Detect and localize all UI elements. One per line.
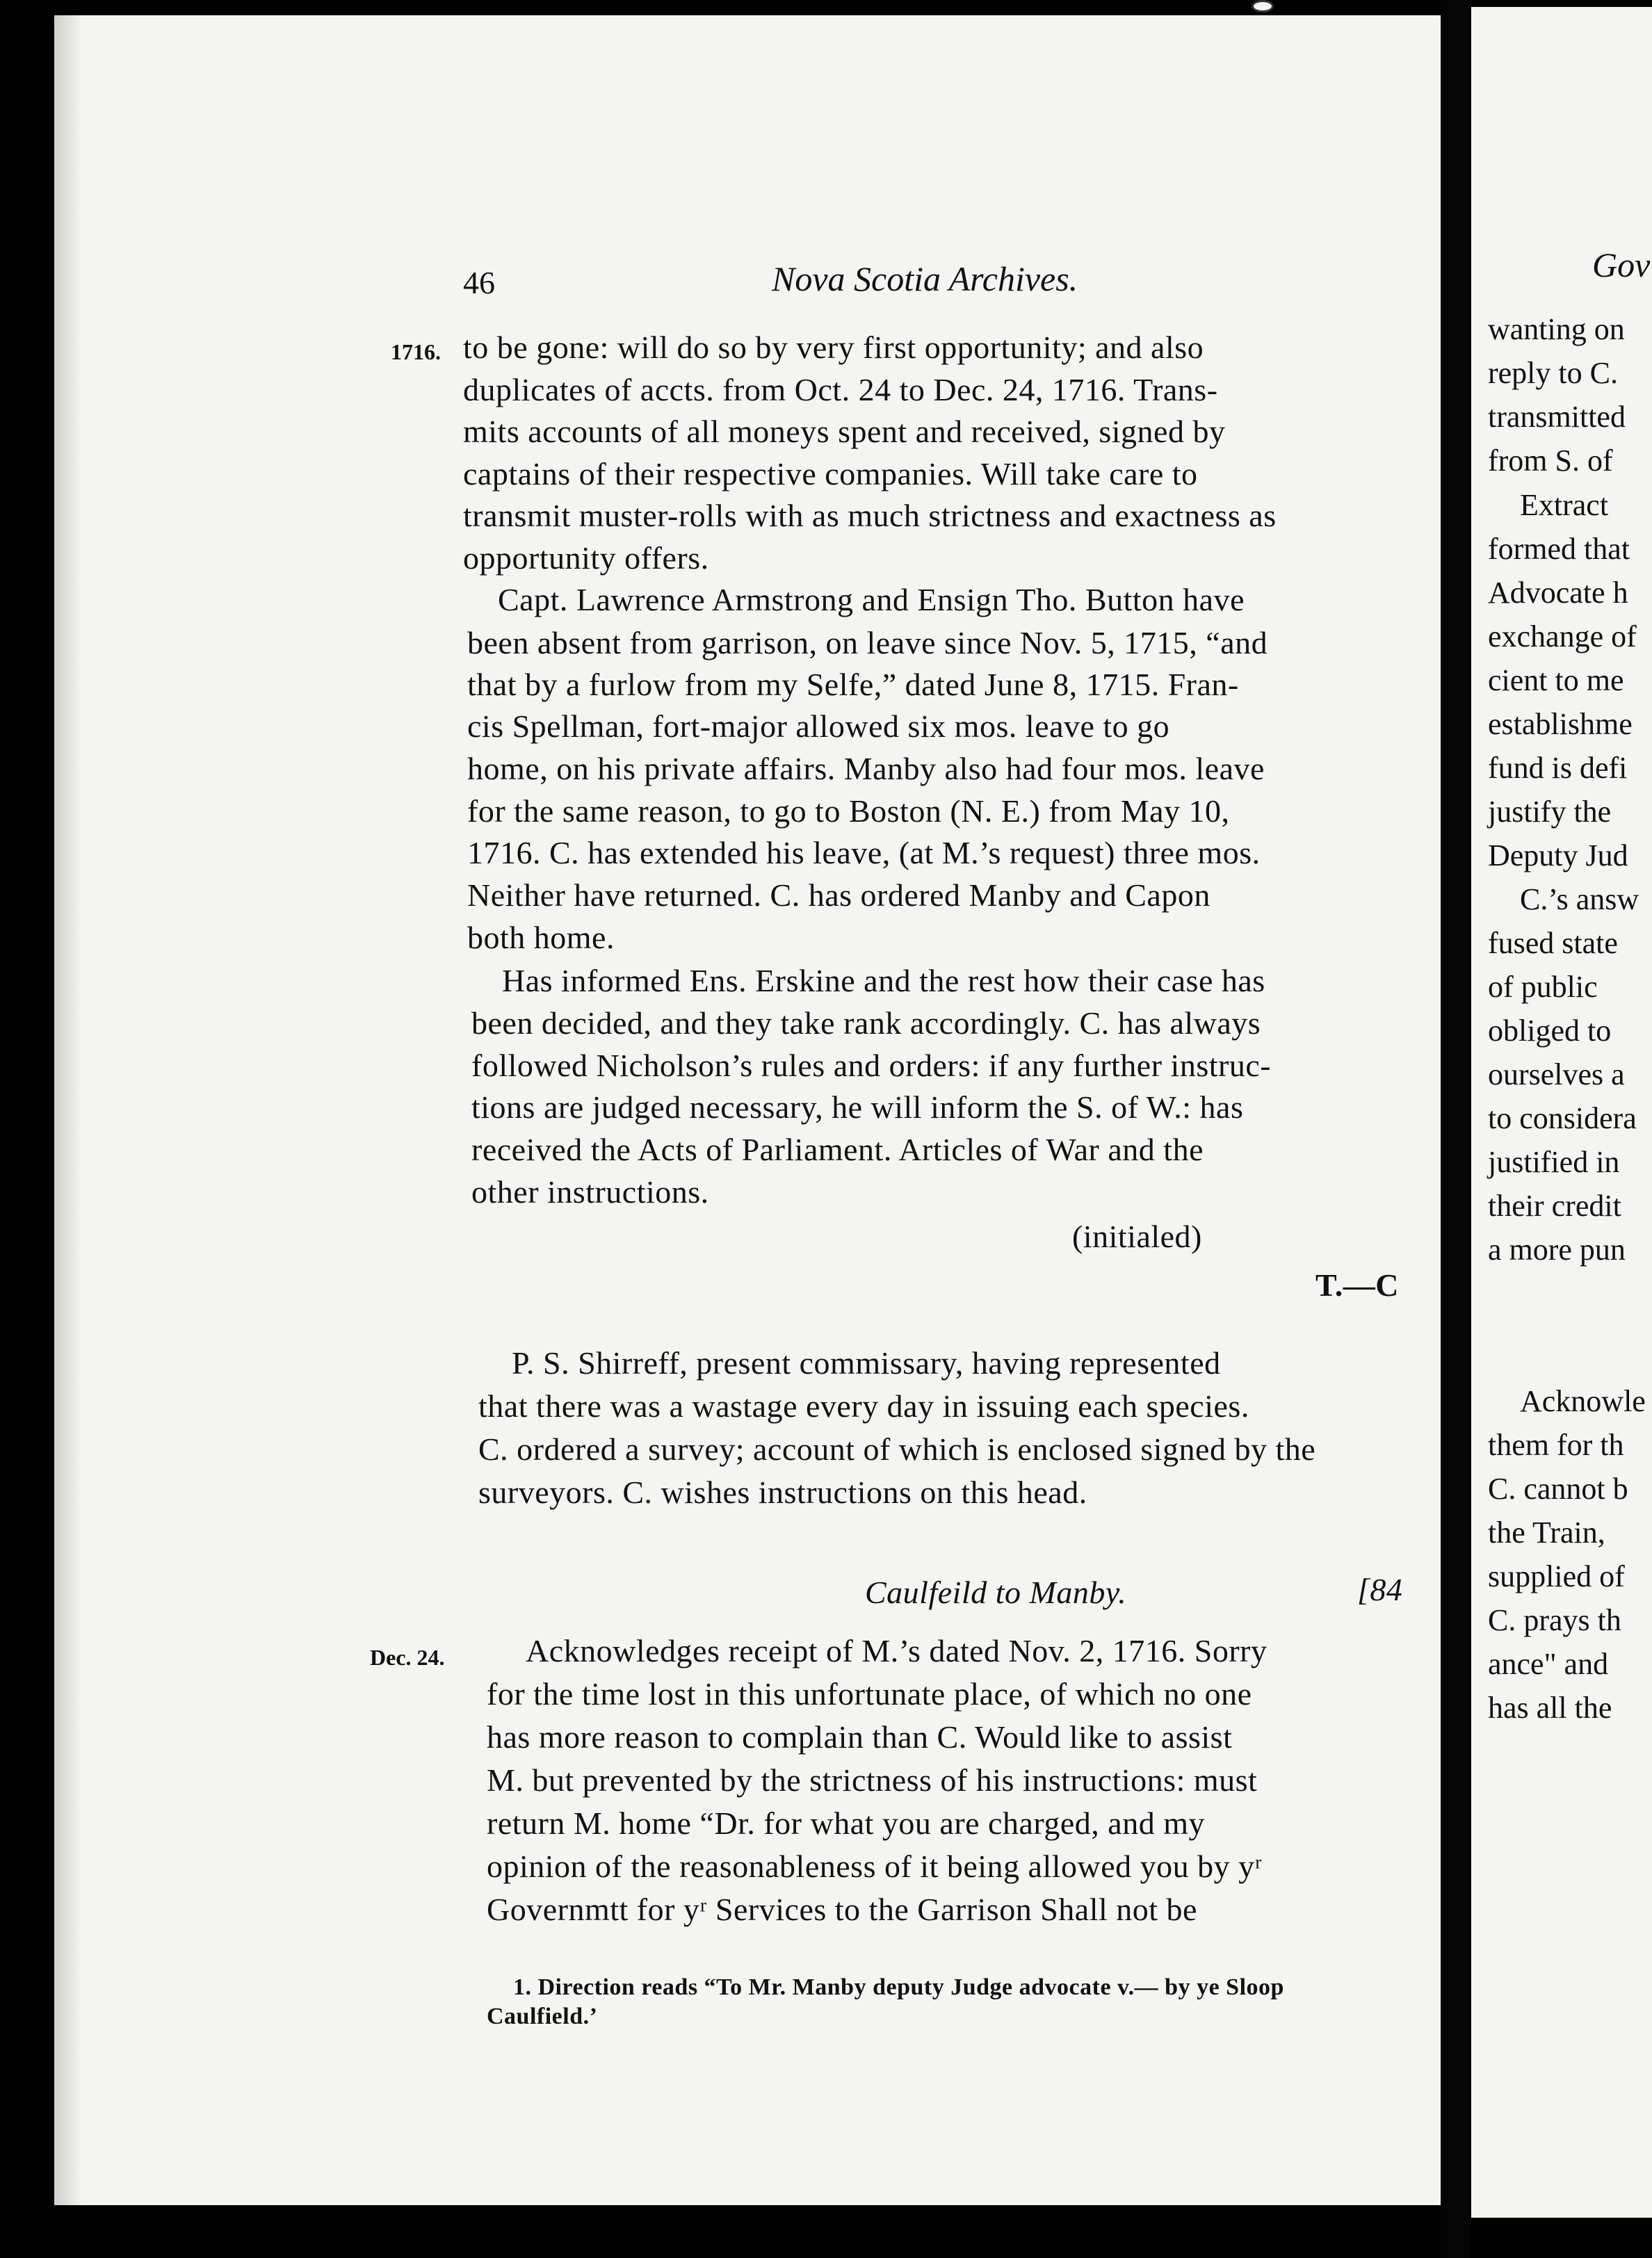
text-line: Governmtt for yʳ Services to the Garrison Shall not be bbox=[487, 1892, 1197, 1927]
text-line: duplicates of accts. from Oct. 24 to Dec. 24, 1716. Trans- bbox=[463, 372, 1218, 407]
text-line: return M. home “Dr. for what you are charged, and my bbox=[487, 1805, 1205, 1841]
right-text-line: obliged to bbox=[1488, 1014, 1612, 1048]
text-line: P. S. Shirreff, present commissary, having represented bbox=[512, 1345, 1221, 1381]
right-text-line: ance" and bbox=[1488, 1647, 1609, 1681]
right-running-title: Gov bbox=[1592, 245, 1651, 284]
right-text-line: wanting on bbox=[1488, 312, 1625, 346]
margin-note-year: 1716. bbox=[391, 339, 441, 364]
text-line: transmit muster-rolls with as much strictness and exactness as bbox=[463, 498, 1277, 533]
right-text-line: establishme bbox=[1488, 707, 1633, 741]
right-text-line: Extract bbox=[1520, 488, 1609, 522]
right-text-line: Acknowle bbox=[1520, 1384, 1646, 1418]
right-text-line: their credit bbox=[1488, 1189, 1621, 1223]
text-line: for the same reason, to go to Boston (N. E.) from May 10, bbox=[467, 793, 1230, 829]
right-text-line: Advocate h bbox=[1488, 576, 1628, 610]
footnote-line: Caulfield.’ bbox=[487, 2004, 598, 2029]
right-text-line: supplied of bbox=[1488, 1559, 1625, 1593]
text-line: Has informed Ens. Erskine and the rest how their case has bbox=[502, 963, 1265, 998]
right-text-line: from S. of bbox=[1488, 444, 1613, 478]
text-line: been decided, and they take rank accordingly. C. has always bbox=[471, 1005, 1261, 1041]
text-line: received the Acts of Parliament. Articles of War and the bbox=[471, 1132, 1204, 1167]
text-line: opportunity offers. bbox=[463, 540, 709, 576]
text-line: Neither have returned. C. has ordered Manby and Capon bbox=[467, 877, 1210, 913]
margin-note-date: Dec. 24. bbox=[370, 1645, 445, 1670]
text-line: mits accounts of all moneys spent and received, signed by bbox=[463, 414, 1226, 449]
right-text-line: fund is defi bbox=[1488, 751, 1628, 785]
paper-mark-icon bbox=[1252, 0, 1274, 13]
initialed-note: (initialed) bbox=[1072, 1219, 1202, 1254]
right-text-line: fused state bbox=[1488, 926, 1618, 960]
right-text-line: C. cannot b bbox=[1488, 1472, 1628, 1506]
text-line: followed Nicholson’s rules and orders: if any further instruc- bbox=[471, 1048, 1272, 1083]
right-text-line: transmitted bbox=[1488, 400, 1626, 434]
text-line: cis Spellman, fort-major allowed six mos. leave to go bbox=[467, 708, 1170, 744]
text-line: to be gone: will do so by very first opportunity; and also bbox=[463, 330, 1204, 365]
right-text-line: justified in bbox=[1488, 1145, 1620, 1179]
signature: T.—C bbox=[1315, 1267, 1399, 1303]
right-text-line: of public bbox=[1488, 970, 1598, 1004]
text-line: C. ordered a survey; account of which is enclosed signed by the bbox=[478, 1431, 1316, 1467]
section-ref: [84 bbox=[1357, 1572, 1403, 1607]
text-line: has more reason to complain than C. Would like to assist bbox=[487, 1719, 1233, 1755]
text-line: 1716. C. has extended his leave, (at M.’s request) three mos. bbox=[467, 835, 1261, 870]
text-line: M. but prevented by the strictness of his instructions: must bbox=[487, 1762, 1258, 1798]
right-text-line: to considera bbox=[1488, 1101, 1637, 1135]
text-line: Acknowledges receipt of M.’s dated Nov. 2, 1716. Sorry bbox=[526, 1633, 1268, 1668]
book-gutter bbox=[1441, 0, 1471, 2258]
right-text-line: Deputy Jud bbox=[1488, 838, 1628, 872]
section-title: Caulfeild to Manby. bbox=[865, 1575, 1127, 1610]
right-text-line: cient to me bbox=[1488, 663, 1624, 697]
right-text-line: them for th bbox=[1488, 1428, 1624, 1462]
right-text-line: reply to C. bbox=[1488, 356, 1618, 390]
text-line: other instructions. bbox=[471, 1174, 709, 1210]
right-text-line: ourselves a bbox=[1488, 1057, 1625, 1091]
text-line: surveyors. C. wishes instructions on this head. bbox=[478, 1475, 1087, 1510]
text-line: captains of their respective companies. Will take care to bbox=[463, 456, 1198, 492]
text-line: both home. bbox=[467, 920, 615, 955]
right-text-line: the Train, bbox=[1488, 1516, 1605, 1550]
right-text-line: justify the bbox=[1488, 795, 1612, 829]
text-line: been absent from garrison, on leave since Nov. 5, 1715, “and bbox=[467, 625, 1268, 660]
right-text-line: has all the bbox=[1488, 1691, 1612, 1725]
text-line: for the time lost in this unfortunate place, of which no one bbox=[487, 1676, 1252, 1712]
left-page-edge bbox=[54, 15, 82, 2205]
text-line: Capt. Lawrence Armstrong and Ensign Tho. Button have bbox=[498, 582, 1245, 617]
text-line: opinion of the reasonableness of it being allowed you by yʳ bbox=[487, 1849, 1263, 1884]
right-text-line: C.’s answ bbox=[1520, 882, 1639, 916]
text-line: that by a furlow from my Selfe,” dated June 8, 1715. Fran- bbox=[467, 667, 1239, 702]
right-text-line: exchange of bbox=[1488, 619, 1637, 653]
text-line: home, on his private affairs. Manby also had four mos. leave bbox=[467, 751, 1265, 786]
text-line: tions are judged necessary, he will inform the S. of W.: has bbox=[471, 1089, 1244, 1125]
running-title: Nova Scotia Archives. bbox=[772, 259, 1078, 298]
text-line: that there was a wastage every day in issuing each species. bbox=[478, 1388, 1249, 1424]
right-text-line: C. prays th bbox=[1488, 1603, 1621, 1637]
right-text-line: formed that bbox=[1488, 532, 1630, 566]
page-number: 46 bbox=[463, 265, 495, 300]
right-text-line: a more pun bbox=[1488, 1233, 1626, 1267]
footnote-line: 1. Direction reads “To Mr. Manby deputy Judge advocate v.— by ye Sloop bbox=[513, 1974, 1284, 2000]
